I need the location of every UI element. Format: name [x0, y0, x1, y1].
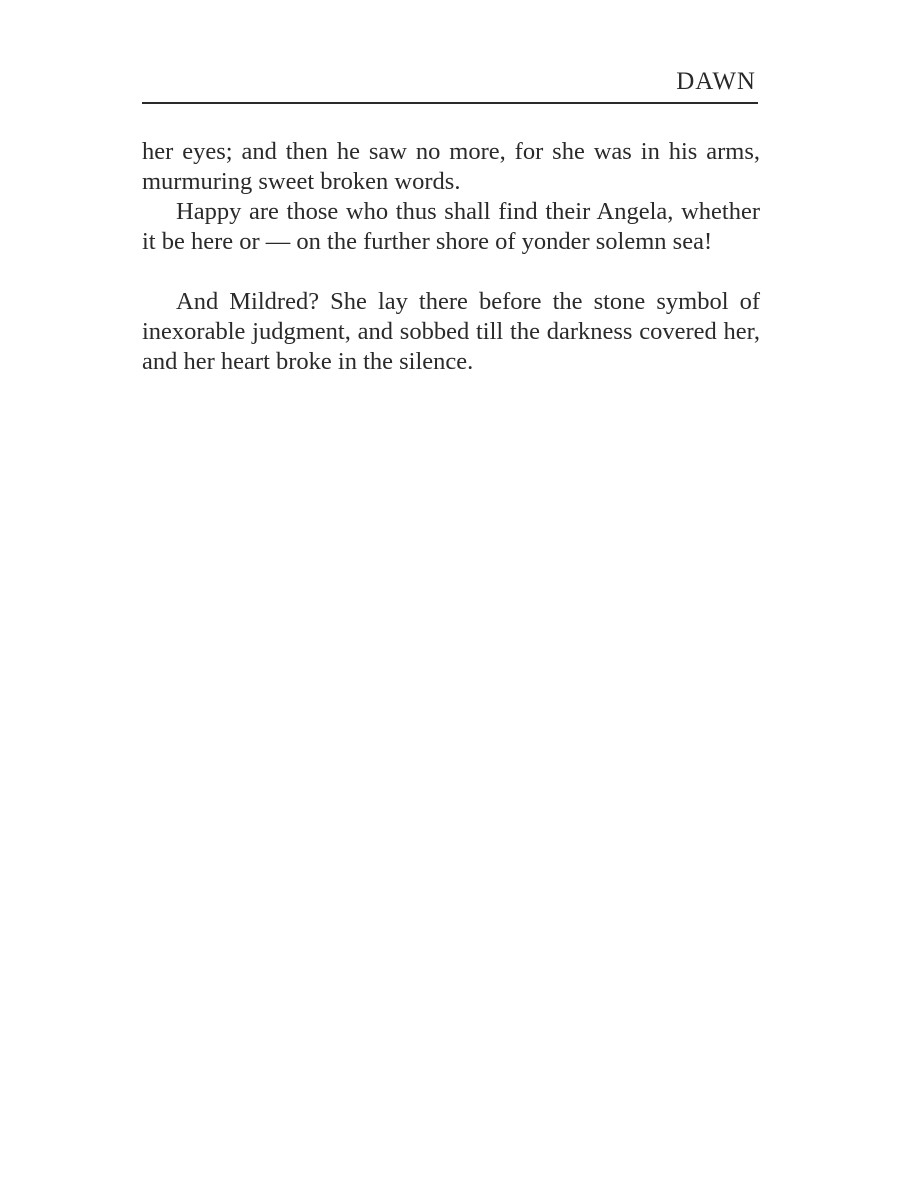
- paragraph-continuation: her eyes; and then he saw no more, for she was in his arms, murmuring sweet broken words.: [142, 138, 760, 195]
- paragraph-happy: Happy are those who thus shall find their Angela, whether it be here or — on the further shore of yonder solemn sea!: [142, 198, 760, 255]
- running-head-title: DAWN: [676, 68, 756, 95]
- paragraph-mildred: And Mildred? She lay there before the stone symbol of inexorable judgment, and sobbed till the darkness covered her, and her heart broke in the silence.: [142, 288, 760, 375]
- page-header: [142, 66, 758, 104]
- body-text: [142, 137, 760, 377]
